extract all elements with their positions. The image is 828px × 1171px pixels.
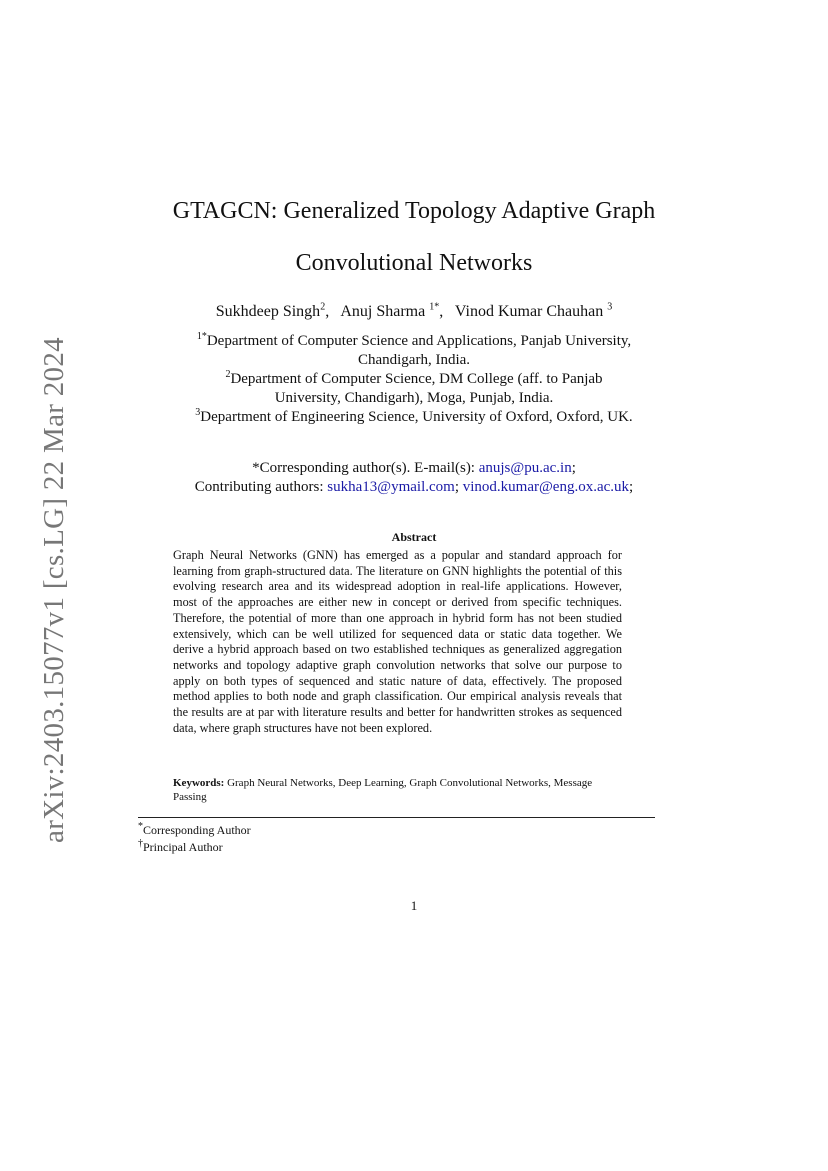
affiliation [0,370,828,408]
footnote-mark: † [138,838,143,849]
keywords-text: Graph Neural Networks, Deep Learning, Graph Convolutional Networks, Message Passing [173,777,593,803]
corresponding-email-link[interactable]: anujs@pu.ac.in [478,460,572,476]
author-name: Sukhdeep Singh [215,303,321,320]
abstract-body: Graph Neural Networks (GNN) has emerged as a popular and standard approach for learning from graph-structured data. The literature on GNN highlights the potential of this evolving research area and its widespread adoption in real-life applications. However, most of the approaches are either new in concept or derived from specific techniques. Therefore, the potential of more than one approach in hybrid form has not been studied extensively, which can be well utilized for sequenced data or static data together. We derive a hybrid approach based on two established techniques as generalized aggregation networks and topology adaptive graph convolution networks that solve our purpose to apply on both types of sequenced and static nature of data, effectively. The proposed method applies to both node and graph classification. Our empirical analysis reveals that the results are at par with literature results and better for handwritten strokes as sequenced data, where graph structures have not been explored. [173,548,622,735]
separator: ; [571,460,576,476]
contributing-email-link[interactable]: vinod.kumar@eng.ox.ac.uk [462,479,630,495]
paper-title-line-2: Convolutional Networks [295,250,533,276]
affiliation [0,408,828,427]
corresponding-label: *Corresponding author(s). E-mail(s): [252,460,475,476]
affiliation-mark: 1* [196,331,207,342]
author-mark: 3 [607,301,613,313]
footnote [138,840,223,854]
affiliation-line: Chandigarh, India. [357,352,471,368]
contributing-email-link[interactable]: sukha13@ymail.com [327,479,455,495]
arxiv-stamp: arXiv:2403.15077v1 [cs.LG] 22 Mar 2024 [38,337,70,843]
author-name: Anuj Sharma [340,303,426,320]
author-mark: 1* [429,301,440,313]
author-name: Vinod Kumar Chauhan [454,303,604,320]
paper-title-line-1: GTAGCN: Generalized Topology Adaptive Graph [172,198,656,224]
affiliation-line: University, Chandigarh), Moga, Punjab, India. [274,390,554,406]
affiliation-mark: 3 [195,407,201,418]
author-list: Sukhdeep Singh$^2$, Anuj Sharma $^{1*}$, Vinod Kumar Chauhan $^3$ [215,301,613,320]
footnote-text: Corresponding Author [143,823,251,837]
footnote-rule [138,817,655,818]
corresponding-author-line [0,459,828,478]
affiliation-line: Department of Engineering Science, University of Oxford, Oxford, UK. [200,409,633,425]
footnote-text: Principal Author [143,840,223,854]
footnote-mark: * [138,821,143,832]
separator: ; [454,479,459,495]
author-mark: 2 [320,301,326,313]
affiliation-line: Department of Computer Science and Applications, Panjab University, [206,333,632,349]
contributing-label: Contributing authors: [194,479,324,495]
contributing-authors-line [0,478,828,497]
affiliation-mark: 2 [225,369,231,380]
footnote [138,823,251,837]
affiliation-line: Department of Computer Science, DM College (aff. to Panjab [230,371,603,387]
separator: ; [629,479,634,495]
keywords-label: Keywords: [173,777,225,789]
page-number: 1 [410,898,418,913]
abstract-heading: Abstract [391,530,437,544]
keywords [173,776,622,804]
affiliation [0,332,828,370]
